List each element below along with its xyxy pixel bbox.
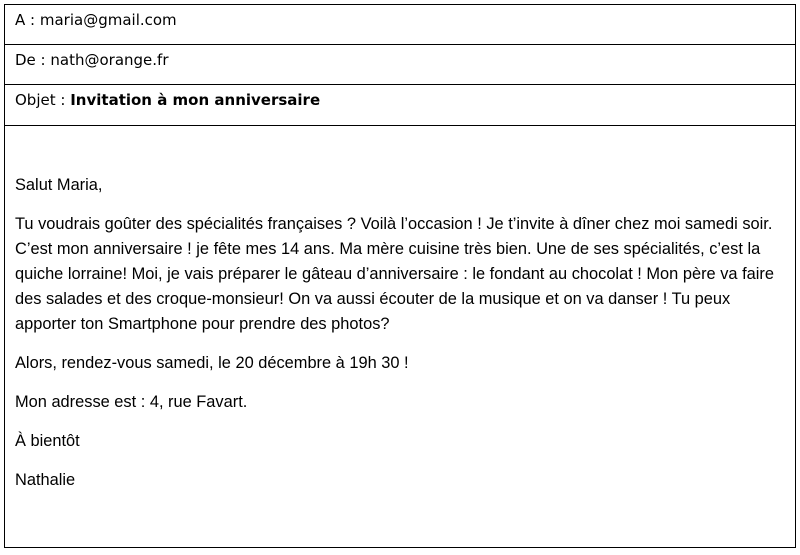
from-row bbox=[5, 45, 795, 85]
from-address: nath@orange.fr bbox=[50, 51, 169, 69]
body-paragraph-appointment: Alors, rendez-vous samedi, le 20 décembre à 19h 30 ! bbox=[15, 354, 409, 372]
closing: À bientôt bbox=[15, 432, 80, 450]
to-label: A : bbox=[15, 11, 36, 29]
body-paragraph-invitation: Tu voudrais goûter des spécialités françaises ? Voilà l’occasion ! Je t’invite à dîner chez moi samedi soir. C’est mon anniversaire ! je fête mes 14 ans. Ma mère cuisine très bien. Une de ses spécialités, c’est la quiche lorraine! Moi, je vais préparer le gâteau d’anniversaire : le fondant au chocolat ! Mon père va faire des salades et des croque-monsieur! On va aussi écouter de la musique et on va danser ! Tu peux apporter ton Smartphone pour prendre des photos? bbox=[15, 215, 774, 333]
subject-text: Invitation à mon anniversaire bbox=[70, 91, 321, 109]
to-address: maria@gmail.com bbox=[39, 11, 177, 29]
message-body bbox=[5, 126, 795, 547]
subject-label: Objet : bbox=[15, 91, 66, 109]
subject-row bbox=[5, 85, 795, 126]
to-row bbox=[5, 5, 795, 45]
greeting: Salut Maria, bbox=[15, 176, 103, 194]
from-label: De : bbox=[15, 51, 46, 69]
email-document bbox=[4, 4, 796, 548]
signature: Nathalie bbox=[15, 471, 76, 489]
body-paragraph-address: Mon adresse est : 4, rue Favart. bbox=[15, 393, 248, 411]
